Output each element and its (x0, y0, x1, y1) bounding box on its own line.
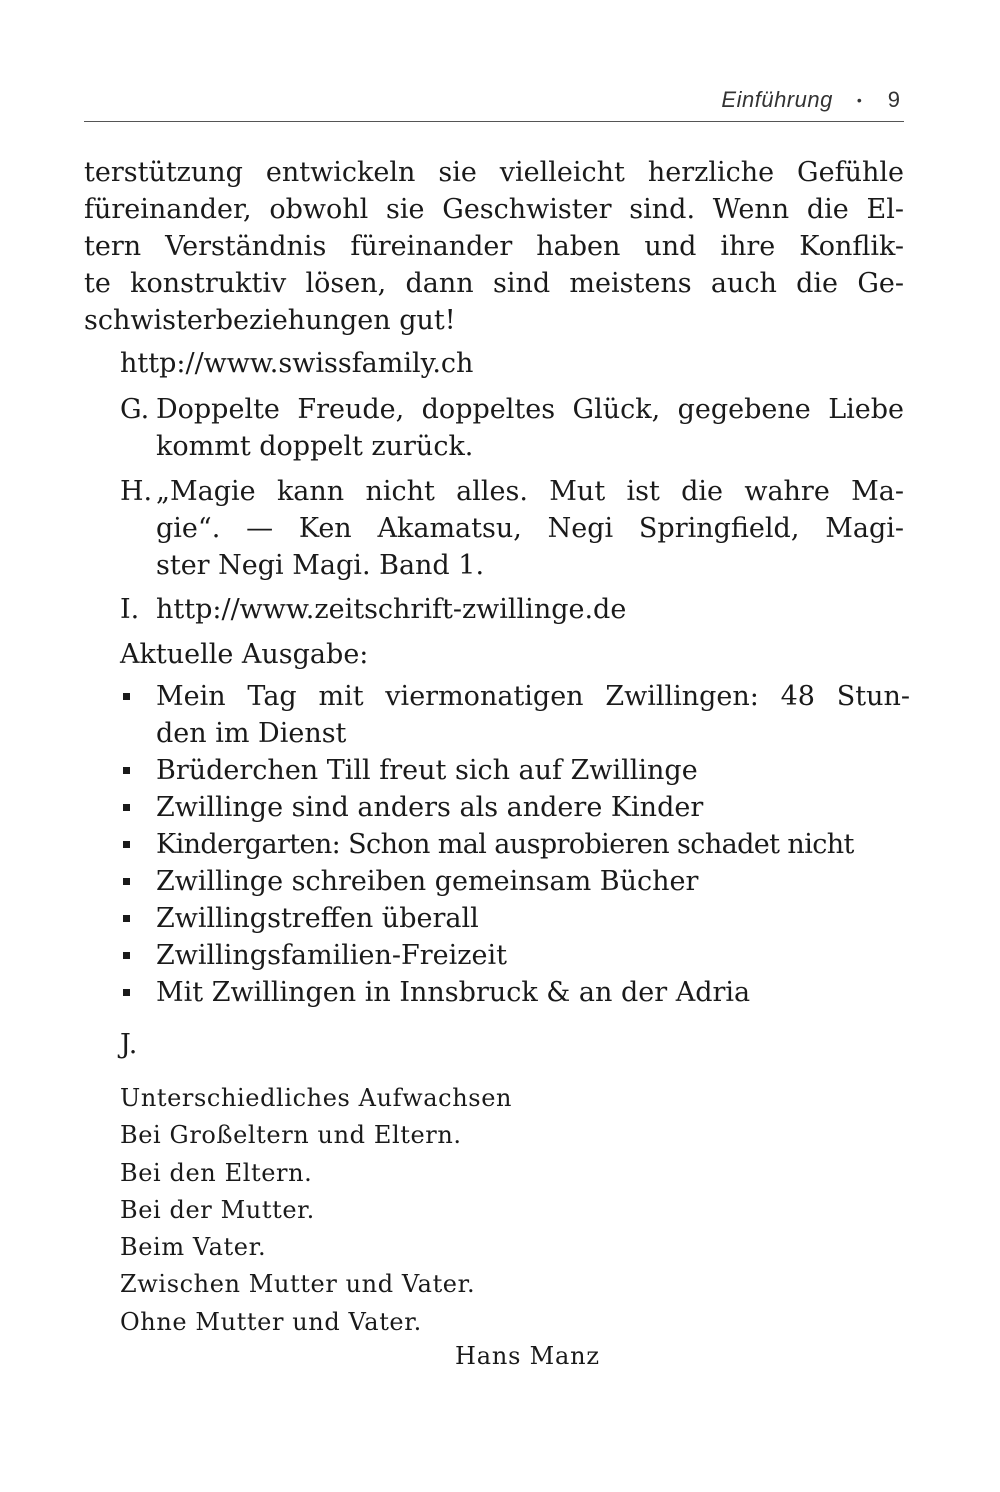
paragraph-line: schwisterbeziehungen gut! (84, 305, 456, 336)
list-item (120, 863, 910, 900)
poem-author: Hans Manz (455, 1342, 600, 1370)
bullet-icon (120, 863, 156, 900)
paragraph-line: terstützung entwickeln sie vielleicht herzliche Gefühle (84, 157, 904, 188)
item-i-label: I. (120, 594, 140, 625)
swissfamily-link[interactable]: http://www.swissfamily.ch (120, 348, 474, 379)
bullet-icon (120, 900, 156, 937)
paragraph-line: füreinander, obwohl sie Geschwister sind. Wenn die El- (84, 194, 904, 225)
bullet-icon (120, 789, 156, 826)
bullet-icon (120, 974, 156, 1011)
item-h-line: ster Negi Magi. Band 1. (156, 550, 485, 581)
poem-line: Bei der Mutter. (120, 1195, 315, 1224)
item-g (120, 391, 904, 465)
bullet-icon (120, 678, 156, 752)
list-item-text: Zwillingstreffen überall (156, 903, 479, 934)
list-item-text: Zwillinge schreiben gemeinsam Bücher (156, 866, 699, 897)
item-h-line: gie“. — Ken Akamatsu, Negi Springfield, Magi- (156, 513, 904, 544)
list-item-text: Mein Tag mit viermonatigen Zwillingen: 48 Stun- (156, 681, 910, 712)
item-g-label: G. (120, 394, 150, 425)
swissfamily-link-item (120, 345, 904, 382)
issue-topic-list (120, 678, 910, 1011)
list-item (120, 752, 910, 789)
item-h-label: H. (120, 476, 153, 507)
paragraph-line: tern Verständnis füreinander haben und ihre Konflik- (84, 231, 904, 262)
list-item-text: Zwillingsfamilien-Freizeit (156, 940, 507, 971)
page-number: 9 (887, 86, 900, 112)
bullet-icon (120, 752, 156, 789)
poem-line: Bei Großeltern und Eltern. (120, 1121, 462, 1150)
item-j-label: J. (120, 1029, 138, 1060)
list-item-text: den im Dienst (156, 718, 347, 749)
running-head (84, 84, 904, 122)
bullet-icon (120, 826, 156, 863)
item-h (120, 473, 904, 584)
poem-line: Unterschiedliches Aufwachsen (120, 1084, 513, 1112)
intro-paragraph (84, 154, 904, 339)
list-item (120, 826, 910, 863)
item-i (120, 591, 904, 628)
paragraph-line: te konstruktiv lösen, dann sind meistens auch die Ge- (84, 268, 904, 299)
list-item-text: Mit Zwillingen in Innsbruck & an der Adria (156, 977, 751, 1008)
list-item-text: Kindergarten: Schon mal ausprobieren schadet nicht (156, 829, 854, 860)
poem-line: Ohne Mutter und Vater. (120, 1307, 422, 1336)
list-item (120, 974, 910, 1011)
item-j (120, 1026, 904, 1063)
header-separator: • (856, 91, 862, 108)
zwillinge-magazine-link[interactable]: http://www.zeitschrift-zwillinge.de (156, 594, 627, 625)
current-issue-label: Aktuelle Ausgabe: (120, 639, 369, 670)
list-item (120, 789, 910, 826)
item-g-line: kommt doppelt zurück. (156, 431, 474, 462)
poem (120, 1080, 512, 1341)
list-item-text: Zwillinge sind anders als andere Kinder (156, 792, 704, 823)
item-h-line: „Magie kann nicht alles. Mut ist die wahre Ma- (156, 476, 904, 507)
list-item-text: Brüderchen Till freut sich auf Zwillinge (156, 755, 698, 786)
current-issue-heading (120, 636, 904, 673)
poem-line: Beim Vater. (120, 1233, 267, 1262)
poem-line: Zwischen Mutter und Vater. (120, 1270, 476, 1299)
chapter-title: Einführung (721, 86, 833, 112)
list-item (120, 678, 910, 752)
bullet-icon (120, 937, 156, 974)
item-g-line: Doppelte Freude, doppeltes Glück, gegebene Liebe (156, 394, 904, 425)
list-item (120, 900, 910, 937)
list-item (120, 937, 910, 974)
poem-line: Bei den Eltern. (120, 1158, 313, 1187)
